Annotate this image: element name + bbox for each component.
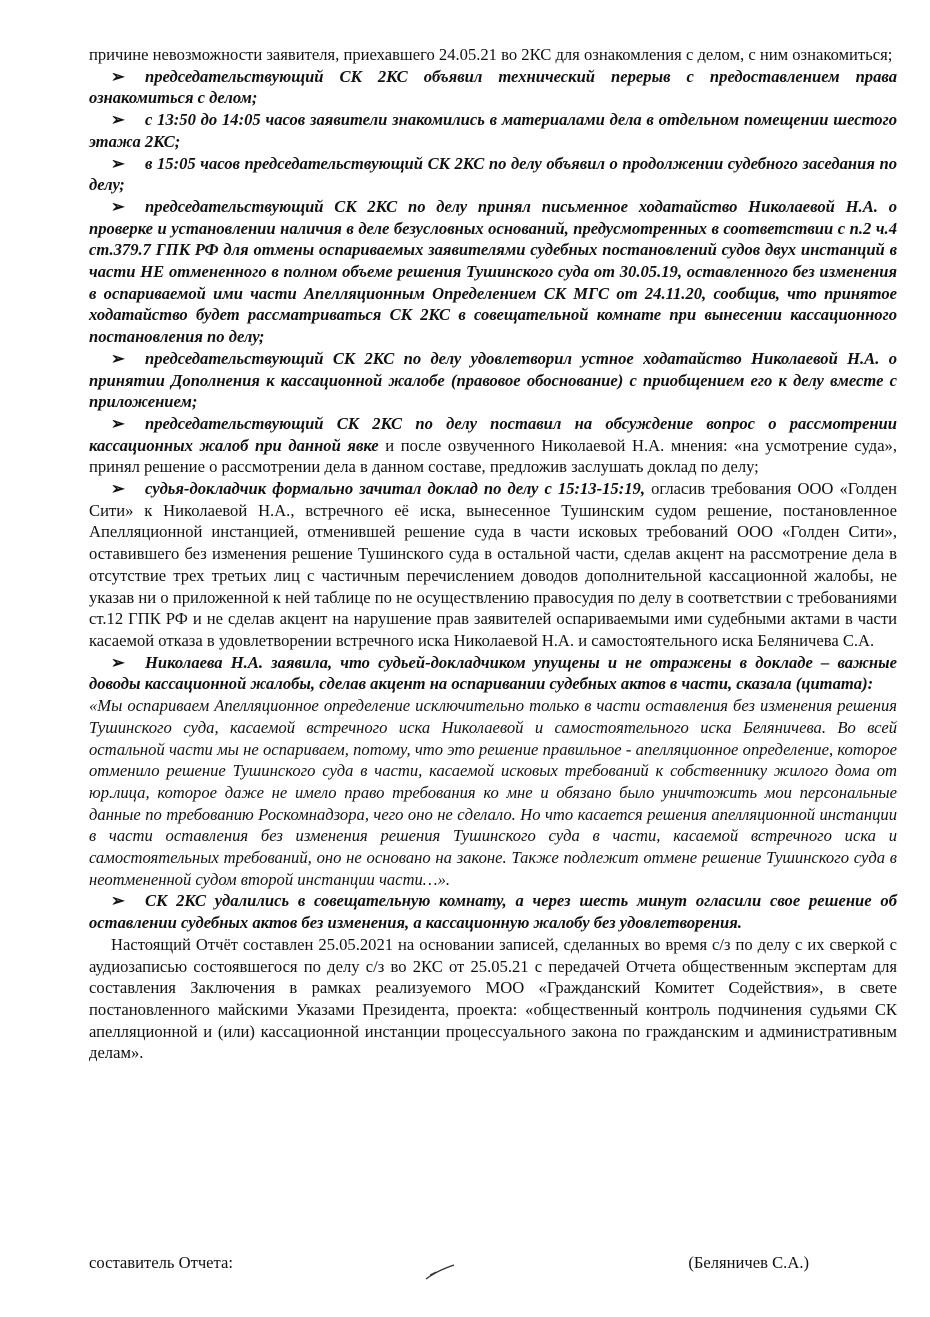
bullet-report xyxy=(89,478,897,652)
bullet-statement xyxy=(89,652,897,695)
bullet-text: в 15:05 часов председательствующий СК 2КС по делу объявил о продолжении судебного заседания по делу; xyxy=(89,153,897,195)
bullet-decision xyxy=(89,890,897,933)
bullet-familiarization xyxy=(89,109,897,152)
arrow-bullet-icon: ➢ xyxy=(111,110,125,130)
arrow-bullet-icon: ➢ xyxy=(111,652,125,672)
bullet-text-emphasis: председательствующий СК 2КС по делу поставил на обсуждение вопрос о рассмотрении кассационных жалоб при данной явке xyxy=(89,413,897,455)
arrow-bullet-icon: ➢ xyxy=(111,413,125,433)
arrow-bullet-icon: ➢ xyxy=(111,196,125,216)
bullet-resumption xyxy=(89,153,897,196)
signatory-name: (Беляничев С.А.) xyxy=(688,1253,809,1272)
bullet-text: председательствующий СК 2КС объявил технический перерыв с предоставлением права ознакомиться с делом; xyxy=(89,66,897,108)
paragraph-intro: причине невозможности заявителя, приехавшего 24.05.21 во 2КС для ознакомления с делом, с ним ознакомиться; xyxy=(89,45,893,64)
bullet-text: огласив требования ООО «Голден Сити» к Николаевой Н.А., встречного её иска, вынесенное Тушинским судом решение, постановленное Апелляционной инстанцией, отменившей решение суда в части исковых требований ООО «Голден Сити», оставившего без изменения решение Тушинского суда в остальной части, сделав акцент на рассмотрение дела в отсутствие трех третьих лиц с частичным перечислением доводов дополнительной кассационной жалобы, не указав ни о приложенной к ней таблице по не осуществлению правосудия по делу в соответствии с требованиями ст.12 ГПК РФ и не сделав акцент на нарушение прав заявителей оспариваемыми ими судебными актами в части касаемой отказа в удовлетворении встречного иска Николаевой Н.А. и самостоятельного иска Беляничева С.А. xyxy=(89,479,897,650)
bullet-text: СК 2КС удалились в совещательную комнату, а через шесть минут огласили свое решение об оставлении судебных актов без изменения, а кассационную жалобу без удовлетворения. xyxy=(89,891,897,933)
document-page xyxy=(89,44,897,1064)
arrow-bullet-icon: ➢ xyxy=(111,891,125,911)
bullet-written-motion xyxy=(89,196,897,348)
bullet-text-emphasis: судья-докладчик формально зачитал доклад по делу с 15:13-15:19, xyxy=(145,479,645,499)
handwritten-signature xyxy=(424,1259,460,1283)
arrow-bullet-icon: ➢ xyxy=(111,479,125,499)
bullet-oral-motion xyxy=(89,348,897,413)
signature-label: составитель Отчета: xyxy=(89,1253,233,1272)
bullet-text: с 13:50 до 14:05 часов заявители знакомились в материалами дела в отдельном помещении шестого этажа 2КС; xyxy=(89,110,897,151)
paragraph-final: Настоящий Отчёт составлен 25.05.2021 на основании записей, сделанных во время с/з по делу с их сверкой с аудиозаписью состоявшегося по делу с/з во 2КС от 25.05.21 с передачей Отчета общественным экспертам для составления Заключения в рамках реализуемого МОО «Гражданский Комитет Содействия», в свете постановленного майскими Указами Президента, проекта: «общественный контроль подчинения судьями СК апелляционной и (или) кассационной инстанции процессуального закона по гражданским и административным делам». xyxy=(89,934,897,1063)
bullet-text: председательствующий СК 2КС по делу удовлетворил устное ходатайство Николаевой Н.А. о принятии Дополнения к кассационной жалобе (правовое обоснование) с приобщением его к делу вместе с приложением; xyxy=(89,348,897,412)
bullet-text: и после озвученного Николаевой Н.А. мнения: «на усмотрение суда», принял решение о рассмотрении дела в данном составе, предложив заслушать доклад по делу; xyxy=(89,435,898,477)
signature-row xyxy=(89,1253,809,1293)
arrow-bullet-icon: ➢ xyxy=(111,153,125,173)
bullet-discussion xyxy=(89,413,897,478)
bullet-recess xyxy=(89,66,897,109)
arrow-bullet-icon: ➢ xyxy=(111,348,125,368)
arrow-bullet-icon: ➢ xyxy=(111,66,125,86)
quotation: «Мы оспариваем Апелляционное определение исключительно только в части оставления без изменения решения Тушинского суда, касаемой встречного иска Николаевой и самостоятельного иска Беляничева. Во всей остальной части мы не оспариваем, потому, что это решение правильное - апелляционное определение, которое отменило решение Тушинского суда в части, касаемой исковых требований к собственнику жилого дома от юр.лица, которое даже не имело право требования ко мне и обязано было уничтожить мои персональные данные по требованию Роскомнадзора, чего оно не сделало. Но что касается решения апелляционной инстанции в части оставления без изменения решения Тушинского суда в части, касаемой встречного иска и самостоятельных требований, оно не основано на законе. Также подлежит отмене решение Тушинского суда в неотмененной судом второй инстанции части…». xyxy=(89,696,897,889)
bullet-text: председательствующий СК 2КС по делу принял письменное ходатайство Николаевой Н.А. о проверке и установлении наличия в деле безусловных оснований, предусмотренных в соответствии с п.2 ч.4 ст.379.7 ГПК РФ для отмены оспариваемых заявителями судебных постановлений судов двух инстанций в части НЕ отмененного в полном объеме решения Тушинского суда от 30.05.19, оставленного без изменения в оспариваемой ими части Апелляционным Определением СК МГС от 24.11.20, сообщив, что принятое ходатайство будет рассматриваться СК 2КС в совещательной комнате при вынесении кассационного постановления по делу; xyxy=(89,196,897,347)
bullet-text: Николаева Н.А. заявила, что судьей-докладчиком упущены и не отражены в докладе – важные доводы кассационной жалобы, сделав акцент на оспаривании судебных актов в части, сказала (цитата): xyxy=(89,652,897,694)
